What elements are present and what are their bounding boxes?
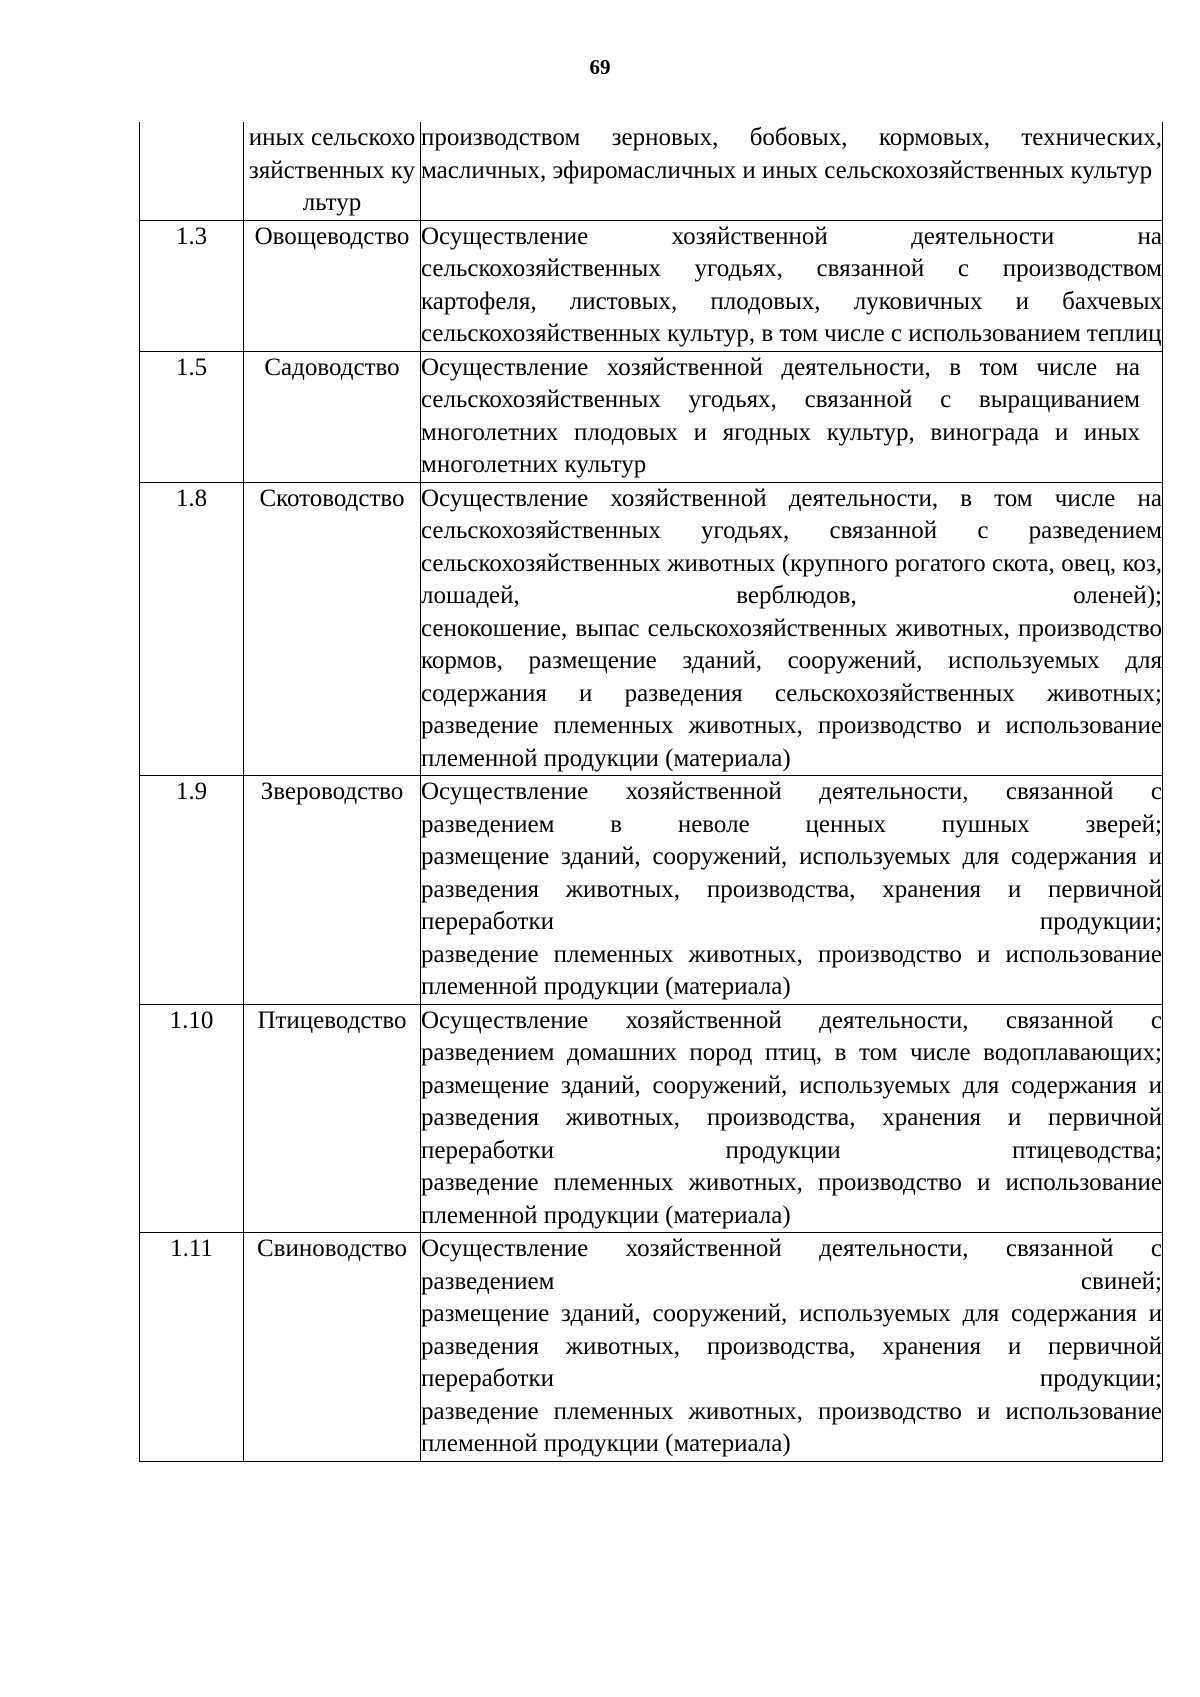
use-name-cell: Овощеводство (244, 220, 421, 351)
use-name-cell: Птицеводство (244, 1004, 421, 1233)
table-row (140, 351, 1163, 482)
use-code-cell: 1.8 (140, 482, 244, 776)
description-paragraph: Осуществление хозяйственной деятельности, связанной с разведением свиней; (421, 1235, 1162, 1295)
description-paragraph: производством зерновых, бобовых, кормовых, технических, масличных, эфиромасличных и иных сельскохозяйственных культур (421, 124, 1162, 184)
description-paragraph: Осуществление хозяйственной деятельности, связанной с разведением домашних пород птиц, в том числе водоплавающих; (421, 1006, 1162, 1066)
page-number: 69 (589, 55, 611, 79)
use-description-cell (421, 482, 1163, 776)
description-paragraph: разведение племенных животных, производство и использование племенной продукции (материала) (421, 1169, 1162, 1229)
use-description-cell (421, 776, 1163, 1005)
use-code-cell: 1.11 (140, 1233, 244, 1462)
description-paragraph: сенокошение, выпас сельскохозяйственных животных, производство кормов, размещение зданий, сооружений, используемых для содержания и разведения сельскохозяйственных животных; (421, 614, 1162, 707)
use-name-cell: иных сельскохозяйственных культур (244, 122, 421, 220)
table-row (140, 1233, 1163, 1462)
use-description-cell (421, 351, 1163, 482)
table-row (140, 1004, 1163, 1233)
use-description-cell (421, 1233, 1163, 1462)
use-code-cell: 1.5 (140, 351, 244, 482)
use-code-cell (140, 122, 244, 220)
description-paragraph: размещение зданий, сооружений, используемых для содержания и разведения животных, производства, хранения и первичной переработки продукции; (421, 843, 1162, 935)
use-name-cell: Садоводство (244, 351, 421, 482)
use-name-cell: Звероводство (244, 776, 421, 1005)
use-name-cell: Свиноводство (244, 1233, 421, 1462)
description-paragraph: разведение племенных животных, производство и использование племенной продукции (материала) (421, 1397, 1162, 1457)
description-paragraph: разведение племенных животных, производство и использование племенной продукции (материала) (421, 712, 1162, 772)
use-description-cell (421, 220, 1163, 351)
table-row (140, 776, 1163, 1005)
description-paragraph: размещение зданий, сооружений, используемых для содержания и разведения животных, производства, хранения и первичной переработки продукции птицеводства; (421, 1071, 1162, 1164)
table-body (140, 122, 1163, 1461)
description-paragraph: Осуществление хозяйственной деятельности, в том числе на сельскохозяйственных угодьях, связанной с разведением сельскохозяйственных животных (крупного рогатого скота, овец, коз, лошадей, верблюдов, оленей); (421, 484, 1162, 609)
description-paragraph: Осуществление хозяйственной деятельности на сельскохозяйственных угодьях, связанной с производством картофеля, листовых, плодовых, луковичных и бахчевых сельскохозяйственных культур, в том числе с использованием теплиц (421, 222, 1162, 347)
table-row (140, 482, 1163, 776)
land-use-types-table (139, 122, 1163, 1462)
description-paragraph: размещение зданий, сооружений, используемых для содержания и разведения животных, производства, хранения и первичной переработки продукции; (421, 1300, 1162, 1392)
use-name-cell: Скотоводство (244, 482, 421, 776)
use-code-cell: 1.3 (140, 220, 244, 351)
description-paragraph: разведение племенных животных, производство и использование племенной продукции (материала) (421, 940, 1162, 1000)
use-code-cell: 1.9 (140, 776, 244, 1005)
description-paragraph: Осуществление хозяйственной деятельности, связанной с разведением в неволе ценных пушных зверей; (421, 778, 1162, 838)
table-row (140, 122, 1163, 220)
use-code-cell: 1.10 (140, 1004, 244, 1233)
table-row (140, 220, 1163, 351)
use-description-cell (421, 122, 1163, 220)
description-paragraph: Осуществление хозяйственной деятельности, в том числе на сельскохозяйственных угодьях, связанной с выращиванием многолетних плодовых и ягодных культур, винограда и иных многолетних культур (421, 353, 1140, 478)
use-description-cell (421, 1004, 1163, 1233)
